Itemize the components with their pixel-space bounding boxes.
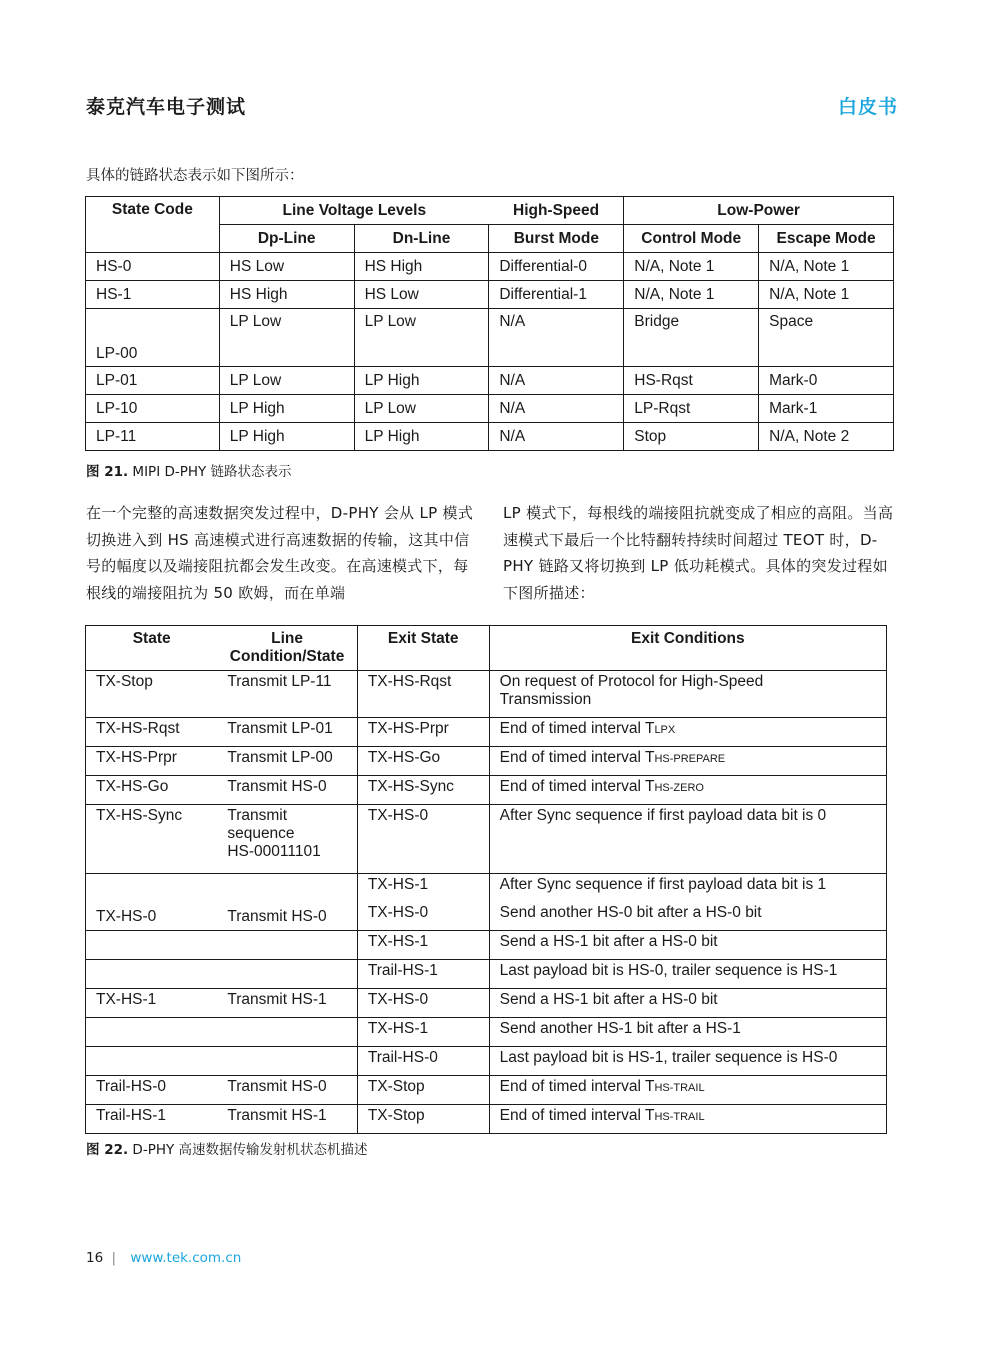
table-cell: Space — [759, 309, 894, 367]
table-row — [86, 718, 887, 747]
table-row — [86, 1105, 887, 1134]
table-cell: LP-Rqst — [624, 395, 759, 423]
header-escape-mode: Escape Mode — [759, 225, 894, 253]
cell-exit-state: TX-HS-Sync — [357, 776, 489, 805]
caption-label: 图 22. — [86, 1142, 129, 1158]
cell-line: Transmit LP-01 — [217, 718, 357, 747]
cell-state: Trail-HS-0 — [86, 1076, 218, 1105]
header-state-code: State Code — [86, 197, 220, 253]
cell-line: Transmit HS-0 — [217, 1076, 357, 1105]
line-text: sequence — [227, 825, 295, 842]
table-row — [86, 671, 887, 718]
cell-exit-condition — [489, 747, 886, 776]
website-link[interactable]: www.tek.com.cn — [130, 1250, 242, 1266]
table-cell: HS Low — [219, 253, 354, 281]
cell-exit-state: TX-HS-0 — [357, 902, 489, 931]
condition-text: End of timed interval T — [499, 1078, 655, 1095]
condition-subscript: HS-TRAIL — [654, 1111, 705, 1123]
document-type: 白皮书 — [838, 96, 899, 118]
table-cell: N/A, Note 1 — [759, 253, 894, 281]
table-row — [86, 805, 887, 874]
table-cell: Differential-0 — [489, 253, 624, 281]
condition-text: End of timed interval T — [499, 720, 655, 737]
table-cell: LP Low — [354, 309, 489, 367]
table-cell: LP High — [219, 423, 354, 451]
table-row — [86, 1047, 887, 1076]
cell-state: TX-HS-Prpr — [86, 747, 218, 776]
table-row — [86, 776, 887, 805]
table-cell: LP High — [354, 367, 489, 395]
cell-state: TX-HS-0 — [86, 874, 218, 931]
condition-text: End of timed interval T — [499, 778, 655, 795]
table-cell: HS High — [354, 253, 489, 281]
condition-subscript: HS-TRAIL — [654, 1082, 705, 1094]
header-exit-state: Exit State — [357, 626, 489, 671]
cell-line — [217, 960, 357, 989]
table-cell: Bridge — [624, 309, 759, 367]
header-line-word: Line — [271, 630, 303, 647]
cell-exit-state: TX-HS-1 — [357, 1018, 489, 1047]
table-header-row — [86, 197, 894, 225]
caption-label: 图 21. — [86, 464, 129, 480]
table-row — [86, 960, 887, 989]
caption-text: D-PHY 高速数据传输发射机状态机描述 — [132, 1142, 368, 1158]
header-line-voltage-levels: Line Voltage Levels — [219, 197, 489, 225]
cell-exit-state: TX-HS-0 — [357, 989, 489, 1018]
cell-state: TX-HS-Rqst — [86, 718, 218, 747]
body-paragraph-right: LP 模式下，每根线的端接阻抗就变成了相应的高阻。当高速模式下最后一个比特翻转持续时间超过 TEOT 时，D-PHY 链路又将切换到 LP 低功耗模式。具体的突发过程如下图所描述： — [503, 504, 894, 602]
header-line-condition — [217, 626, 357, 671]
table-cell: N/A — [489, 367, 624, 395]
cell-state — [86, 960, 218, 989]
header-dn-line: Dn-Line — [354, 225, 489, 253]
condition-subscript: HS-PREPARE — [654, 753, 726, 765]
condition-line: On request of Protocol for High-Speed — [499, 673, 764, 690]
figure-22-caption — [86, 1138, 368, 1158]
table-row — [86, 747, 887, 776]
cell-state: TX-HS-Go — [86, 776, 218, 805]
table-cell: HS Low — [354, 281, 489, 309]
cell-line: Transmit HS-1 — [217, 989, 357, 1018]
table-cell: N/A, Note 1 — [624, 253, 759, 281]
condition-text: End of timed interval T — [499, 749, 655, 766]
cell-exit-state: TX-HS-Go — [357, 747, 489, 776]
cell-line — [217, 931, 357, 960]
cell-exit-state: TX-Stop — [357, 1105, 489, 1134]
cell-exit-condition — [489, 1076, 886, 1105]
body-paragraph-left: 在一个完整的高速数据突发过程中，D-PHY 会从 LP 模式切换进入到 HS 高速模式进行高速数据的传输，这其中信号的幅度以及端接阻抗都会发生改变。在高速模式下，每根线的端接阻抗为 50 欧姆，而在单端 — [86, 504, 474, 602]
table-cell: N/A, Note 1 — [624, 281, 759, 309]
intro-text: 具体的链路状态表示如下图所示： — [86, 168, 304, 184]
caption-text: MIPI D-PHY 链路状态表示 — [132, 464, 292, 480]
cell-state: Trail-HS-1 — [86, 1105, 218, 1134]
cell-line — [217, 1018, 357, 1047]
cell-exit-condition — [489, 776, 886, 805]
table-cell: Differential-1 — [489, 281, 624, 309]
header-burst-mode: Burst Mode — [489, 225, 624, 253]
cell-exit-condition — [489, 1105, 886, 1134]
condition-subscript: LPX — [654, 724, 676, 736]
table-cell: LP High — [354, 423, 489, 451]
cell-line: Transmit HS-0 — [217, 776, 357, 805]
table-cell: N/A — [489, 395, 624, 423]
table-row — [86, 253, 894, 281]
header-dp-line: Dp-Line — [219, 225, 354, 253]
condition-line: Transmission — [499, 691, 592, 708]
header-state: State — [86, 626, 218, 671]
cell-line: Transmit LP-00 — [217, 747, 357, 776]
table-cell: LP-10 — [86, 395, 220, 423]
cell-state: TX-HS-Sync — [86, 805, 218, 874]
cell-exit-condition — [489, 671, 886, 718]
cell-exit-state: Trail-HS-0 — [357, 1047, 489, 1076]
table-cell: HS-1 — [86, 281, 220, 309]
cell-exit-state: TX-Stop — [357, 1076, 489, 1105]
cell-exit-condition: Last payload bit is HS-1, trailer sequence is HS-0 — [489, 1047, 886, 1076]
cell-line: Transmit HS-1 — [217, 1105, 357, 1134]
table-cell: Mark-0 — [759, 367, 894, 395]
table-row — [86, 874, 887, 903]
line-text: HS-00011101 — [227, 843, 321, 860]
condition-subscript: HS-ZERO — [654, 782, 704, 794]
header-condition-state: Condition/State — [229, 648, 345, 665]
cell-line — [217, 1047, 357, 1076]
table-row — [86, 989, 887, 1018]
header-exit-conditions: Exit Conditions — [489, 626, 886, 671]
cell-line — [217, 805, 357, 874]
table-cell: LP-01 — [86, 367, 220, 395]
header-low-power: Low-Power — [624, 197, 894, 225]
header-control-mode: Control Mode — [624, 225, 759, 253]
footer-separator: | — [111, 1250, 117, 1266]
cell-exit-condition: Send another HS-1 bit after a HS-1 — [489, 1018, 886, 1047]
table-row — [86, 931, 887, 960]
table-header-row — [86, 626, 887, 671]
table-cell: N/A, Note 1 — [759, 281, 894, 309]
cell-line: Transmit HS-0 — [217, 874, 357, 931]
table-cell: LP Low — [219, 367, 354, 395]
table-cell: HS High — [219, 281, 354, 309]
link-state-table — [85, 196, 894, 451]
table-row — [86, 1076, 887, 1105]
cell-exit-condition: Send a HS-1 bit after a HS-0 bit — [489, 931, 886, 960]
cell-state: TX-Stop — [86, 671, 218, 718]
cell-line: Transmit LP-11 — [217, 671, 357, 718]
table-cell: N/A, Note 2 — [759, 423, 894, 451]
table-cell: LP Low — [354, 395, 489, 423]
table-cell: HS-0 — [86, 253, 220, 281]
table-cell: LP Low — [219, 309, 354, 367]
line-text: Transmit — [227, 807, 288, 824]
cell-state — [86, 1047, 218, 1076]
table-row — [86, 423, 894, 451]
table-row — [86, 281, 894, 309]
cell-exit-condition: Send a HS-1 bit after a HS-0 bit — [489, 989, 886, 1018]
cell-exit-state: TX-HS-0 — [357, 805, 489, 874]
cell-state — [86, 1018, 218, 1047]
table-cell: Mark-1 — [759, 395, 894, 423]
document-title: 泰克汽车电子测试 — [86, 96, 247, 118]
cell-exit-state: TX-HS-Prpr — [357, 718, 489, 747]
table-cell: HS-Rqst — [624, 367, 759, 395]
cell-state — [86, 931, 218, 960]
page-number: 16 — [86, 1250, 104, 1266]
table-cell: N/A — [489, 309, 624, 367]
header-high-speed: High-Speed — [489, 197, 624, 225]
table-cell: N/A — [489, 423, 624, 451]
state-machine-table — [85, 625, 887, 1134]
table-cell: LP-11 — [86, 423, 220, 451]
page-footer — [86, 1250, 241, 1266]
cell-exit-condition — [489, 718, 886, 747]
table-cell: Stop — [624, 423, 759, 451]
condition-text: End of timed interval T — [499, 1107, 655, 1124]
table-cell: LP-00 — [86, 309, 220, 367]
cell-exit-condition: After Sync sequence if first payload data bit is 0 — [489, 805, 886, 874]
table-row — [86, 1018, 887, 1047]
cell-exit-state: TX-HS-1 — [357, 874, 489, 903]
figure-21-caption — [86, 460, 292, 480]
table-row — [86, 309, 894, 367]
cell-exit-state: TX-HS-1 — [357, 931, 489, 960]
cell-exit-condition: Send another HS-0 bit after a HS-0 bit — [489, 902, 886, 931]
cell-exit-state: Trail-HS-1 — [357, 960, 489, 989]
cell-state: TX-HS-1 — [86, 989, 218, 1018]
cell-exit-condition: After Sync sequence if first payload data bit is 1 — [489, 874, 886, 903]
cell-exit-state: TX-HS-Rqst — [357, 671, 489, 718]
table-cell: LP High — [219, 395, 354, 423]
table-row — [86, 395, 894, 423]
cell-exit-condition: Last payload bit is HS-0, trailer sequence is HS-1 — [489, 960, 886, 989]
table-row — [86, 367, 894, 395]
